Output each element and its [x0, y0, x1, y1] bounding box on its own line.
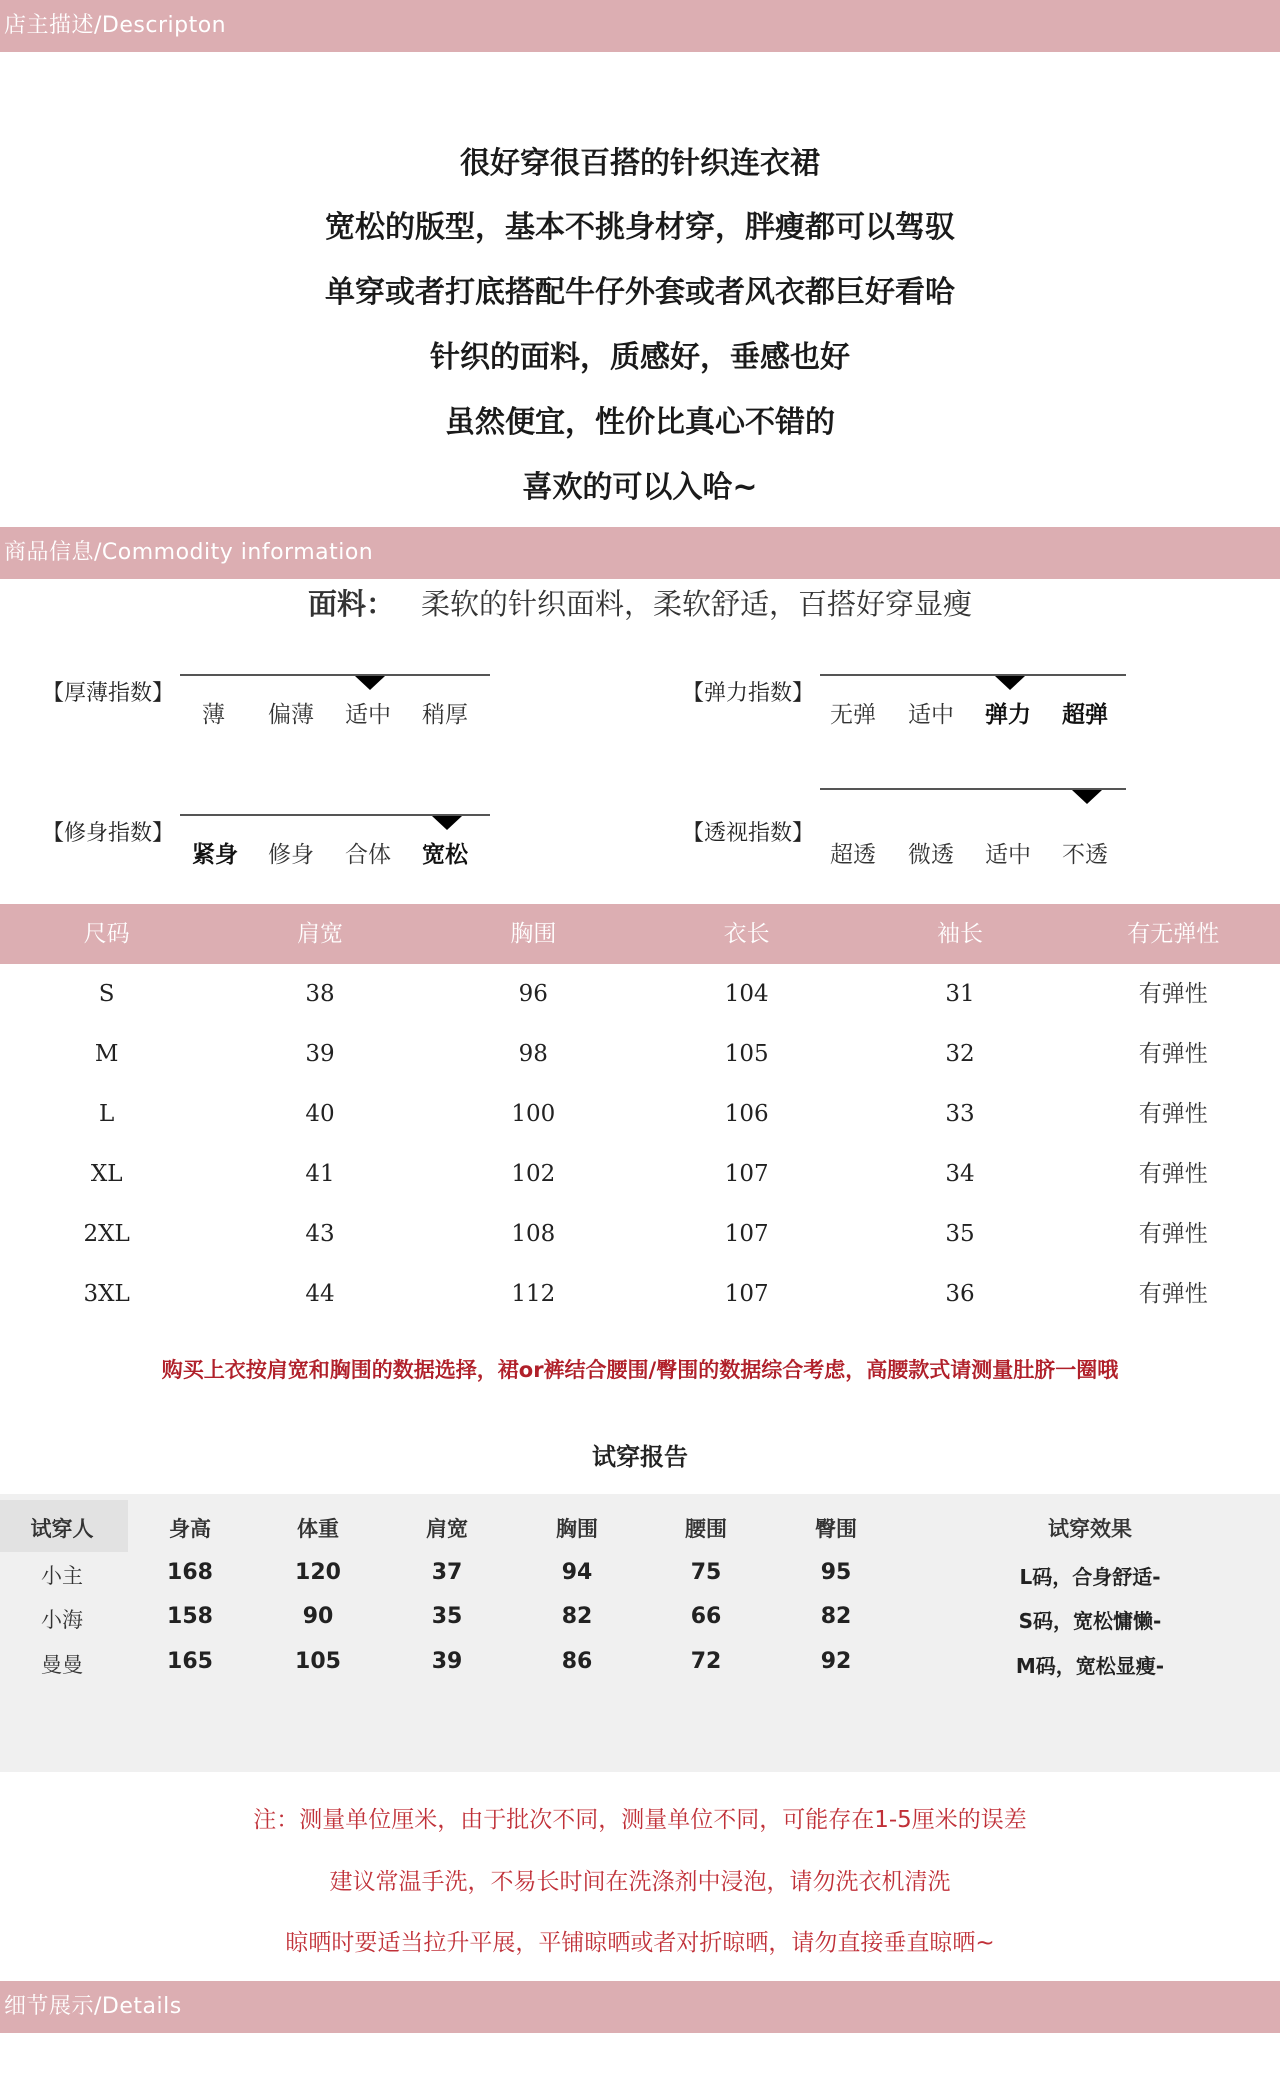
size-cell: 32	[945, 1041, 975, 1067]
trial-report-title: 试穿报告	[592, 1443, 688, 1471]
trial-header-cell: 身高	[169, 1517, 211, 1541]
thickness-marker-icon	[355, 676, 385, 690]
size-cell: XL	[90, 1161, 123, 1187]
elasticity-option: 弹力	[985, 702, 1031, 728]
elasticity-index	[682, 662, 1280, 742]
trial-header-cell: 试穿效果	[1048, 1517, 1132, 1541]
trial-header-cell: 试穿人	[30, 1517, 94, 1541]
thickness-index-label: 【厚薄指数】	[42, 681, 175, 706]
size-cell: 有弹性	[1138, 981, 1208, 1007]
size-cell: 有弹性	[1138, 1041, 1208, 1067]
trial-cell: 168	[167, 1560, 213, 1585]
section-header-description: 店主描述/Descripton	[0, 0, 1280, 52]
description-line-2: 宽松的版型，基本不挑身材穿，胖瘦都可以驾驭	[325, 210, 955, 245]
transparency-index	[682, 802, 1280, 882]
drying-note: 晾晒时要适当拉升平展，平铺晾晒或者对折晾晒，请勿直接垂直晾晒~	[285, 1930, 995, 1956]
fit-index	[42, 802, 682, 882]
size-cell: 有弹性	[1138, 1101, 1208, 1127]
size-cell: 98	[518, 1041, 548, 1067]
trial-cell: 72	[690, 1649, 722, 1674]
transparency-option: 微透	[908, 842, 954, 868]
measurement-note: 注：测量单位厘米，由于批次不同，测量单位不同，可能存在1-5厘米的误差	[253, 1807, 1027, 1833]
thickness-index	[42, 662, 682, 742]
size-cell: 39	[305, 1041, 335, 1067]
trial-cell: 75	[690, 1560, 722, 1585]
transparency-option: 适中	[985, 842, 1031, 868]
description-line-1: 很好穿很百搭的针织连衣裙	[460, 146, 820, 181]
size-cell: 106	[724, 1101, 769, 1127]
elasticity-scale-line	[820, 674, 1126, 676]
size-table-row	[0, 1084, 1280, 1144]
elasticity-option: 适中	[908, 702, 954, 728]
size-cell: 38	[305, 981, 335, 1007]
size-header-cell: 胸围	[510, 921, 557, 947]
size-cell: S	[98, 981, 115, 1007]
trial-cell: 82	[561, 1604, 593, 1629]
size-cell: 96	[518, 981, 548, 1007]
size-cell: 104	[724, 981, 769, 1007]
elasticity-option: 超弹	[1062, 702, 1108, 728]
trial-cell: 37	[431, 1560, 463, 1585]
size-table-row	[0, 1024, 1280, 1084]
trial-cell: 35	[431, 1604, 463, 1629]
thickness-option: 适中	[345, 702, 391, 728]
size-cell: 有弹性	[1138, 1281, 1208, 1307]
fabric-info	[0, 582, 1280, 623]
size-cell: 108	[511, 1221, 556, 1247]
thickness-option: 偏薄	[268, 702, 314, 728]
size-header-cell: 衣长	[723, 921, 770, 947]
trial-cell: 86	[561, 1649, 593, 1674]
size-cell: 105	[724, 1041, 769, 1067]
fit-option: 紧身	[192, 842, 238, 868]
trial-header-cell: 体重	[297, 1517, 339, 1541]
size-cell: 3XL	[83, 1281, 130, 1307]
trial-cell: 小主	[41, 1564, 83, 1588]
transparency-index-label: 【透视指数】	[682, 821, 815, 846]
description-line-4: 针织的面料，质感好，垂感也好	[430, 340, 850, 375]
trial-cell: L码，合身舒适-	[1019, 1565, 1161, 1589]
trial-header-cell: 肩宽	[426, 1517, 468, 1541]
elasticity-option: 无弹	[830, 702, 876, 728]
section-header-commodity: 商品信息/Commodity information	[0, 527, 1280, 579]
trial-cell: 120	[295, 1560, 341, 1585]
size-header-cell: 尺码	[83, 921, 130, 947]
size-cell: 36	[945, 1281, 975, 1307]
size-cell: M	[94, 1041, 119, 1067]
thickness-option: 薄	[202, 702, 225, 728]
size-cell: 100	[511, 1101, 556, 1127]
trial-cell: 105	[295, 1649, 341, 1674]
thickness-option: 稍厚	[422, 702, 468, 728]
size-cell: 40	[305, 1101, 335, 1127]
elasticity-index-label: 【弹力指数】	[682, 681, 815, 706]
trial-cell: 92	[820, 1649, 852, 1674]
trial-cell: 小海	[41, 1608, 83, 1632]
size-cell: 112	[511, 1281, 556, 1307]
size-cell: 35	[945, 1221, 975, 1247]
trial-header-cell: 臀围	[815, 1517, 857, 1541]
section-header-details: 细节展示/Details	[0, 1981, 1280, 2033]
transparency-option: 超透	[830, 842, 876, 868]
fit-option: 修身	[268, 842, 314, 868]
size-cell: 44	[305, 1281, 335, 1307]
trial-cell: 90	[302, 1604, 334, 1629]
fit-index-label: 【修身指数】	[42, 821, 175, 846]
fit-option: 宽松	[422, 842, 468, 868]
trial-cell: 95	[820, 1560, 852, 1585]
fit-marker-icon	[432, 816, 462, 830]
fit-option: 合体	[345, 842, 391, 868]
elasticity-marker-icon	[995, 676, 1025, 690]
size-header-cell: 袖长	[936, 921, 983, 947]
size-cell: 有弹性	[1138, 1161, 1208, 1187]
description-line-5: 虽然便宜，性价比真心不错的	[445, 405, 835, 440]
transparency-option: 不透	[1062, 842, 1108, 868]
washing-note: 建议常温手洗，不易长时间在洗涤剂中浸泡，请勿洗衣机清洗	[329, 1869, 951, 1895]
size-table-header	[0, 904, 1280, 964]
description-line-6: 喜欢的可以入哈~	[522, 470, 758, 505]
thickness-scale-line	[180, 674, 490, 676]
size-table-row	[0, 1264, 1280, 1324]
size-selection-note: 购买上衣按肩宽和胸围的数据选择，裙or裤结合腰围/臀围的数据综合考虑，高腰款式请测量肚脐一圈哦	[161, 1358, 1119, 1382]
trial-cell: M码，宽松显瘦-	[1015, 1654, 1165, 1678]
size-cell: 2XL	[83, 1221, 130, 1247]
size-cell: 有弹性	[1138, 1221, 1208, 1247]
trial-header-cell: 腰围	[685, 1517, 727, 1541]
fabric-label: 面料：	[307, 587, 395, 621]
trial-cell: 39	[431, 1649, 463, 1674]
size-header-cell: 有无弹性	[1127, 921, 1220, 947]
size-cell: 31	[945, 981, 975, 1007]
transparency-marker-icon	[1072, 790, 1102, 804]
size-cell: 107	[724, 1161, 769, 1187]
size-header-cell: 肩宽	[296, 921, 343, 947]
size-cell: 107	[724, 1281, 769, 1307]
size-cell: 41	[305, 1161, 335, 1187]
size-table-row	[0, 1204, 1280, 1264]
trial-cell: 158	[167, 1604, 213, 1629]
size-table-row	[0, 964, 1280, 1024]
trial-cell: 165	[167, 1649, 213, 1674]
size-cell: L	[99, 1101, 115, 1127]
size-cell: 102	[511, 1161, 556, 1187]
size-table-row	[0, 1144, 1280, 1204]
fabric-value: 柔软的针织面料，柔软舒适，百搭好穿显瘦	[421, 587, 973, 621]
size-cell: 34	[945, 1161, 975, 1187]
size-cell: 43	[305, 1221, 335, 1247]
size-cell: 33	[945, 1101, 975, 1127]
trial-cell: 82	[820, 1604, 852, 1629]
size-cell: 107	[724, 1221, 769, 1247]
description-line-3: 单穿或者打底搭配牛仔外套或者风衣都巨好看哈	[325, 275, 955, 310]
trial-header-cell: 胸围	[556, 1517, 598, 1541]
trial-cell: 曼曼	[41, 1653, 83, 1677]
trial-cell: S码，宽松慵懒-	[1018, 1609, 1162, 1633]
trial-cell: 66	[690, 1604, 722, 1629]
trial-cell: 94	[561, 1560, 593, 1585]
